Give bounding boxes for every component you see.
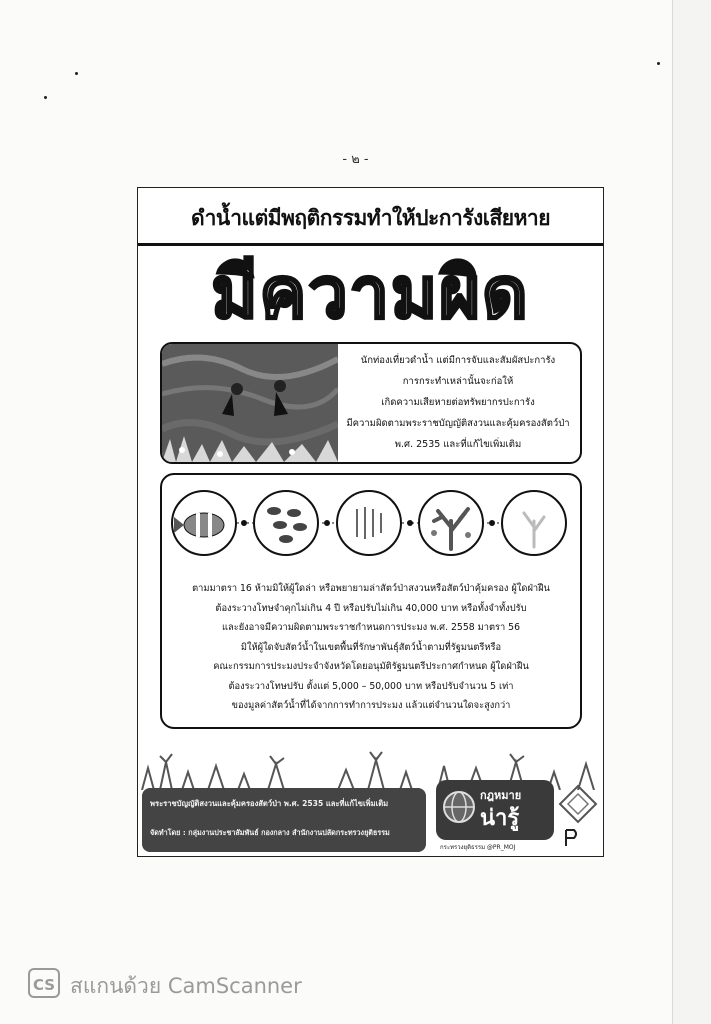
info-line: เกิดความเสียหายต่อทรัพยากรปะการัง (381, 397, 535, 408)
law-line: และยังอาจมีความผิดตามพระราชกำหนดการประมง พ.ศ. 2558 มาตรา 56 (222, 622, 520, 633)
brand-main-text: น่ารู้ (480, 806, 520, 831)
info-line: การกระทำเหล่านั้นจะก่อให้ (402, 376, 514, 387)
page-number: - ๒ - (342, 152, 369, 167)
law-line: ต้องระวางโทษปรับ ตั้งแต่ 5,000 – 50,000 บาท หรือปรับจำนวน 5 เท่า (228, 680, 514, 692)
brand-top-text: กฎหมาย (480, 789, 522, 802)
poster-headline: ดำน้ำแต่มีพฤติกรรมทำให้ปะการังเสียหาย (190, 206, 551, 230)
law-line: ต้องระวางโทษจำคุกไม่เกิน 4 ปี หรือปรับไม่เกิน 40,000 บาท หรือทั้งจำทั้งปรับ (215, 602, 527, 614)
awareness-poster (137, 187, 604, 857)
globe-icon (442, 790, 476, 824)
law-line: ตามมาตรา 16 ห้ามมิให้ผู้ใดล่า หรือพยายามล่าสัตว์ป่าสงวนหรือสัตว์ป่าคุ้มครอง ผู้ใดฝ่าฝืน (192, 583, 550, 594)
law-line: มิให้ผู้ใดจับสัตว์น้ำในเขตพื้นที่รักษาพันธุ์สัตว์น้ำตามที่รัฐมนตรีหรือ (240, 641, 502, 653)
info-line: พ.ศ. 2535 และที่แก้ไขเพิ่มเติม (394, 439, 522, 450)
dust-speck (75, 72, 78, 75)
info-line: มีความผิดตามพระราชบัญญัติสงวนและคุ้มครองสัตว์ป่า (346, 418, 570, 429)
law-text (168, 579, 574, 716)
diver-info-panel (160, 342, 582, 464)
clownfish-icon (172, 491, 236, 555)
ministry-emblem-icon (558, 784, 598, 848)
headline-rule (138, 243, 603, 246)
diver-coral-illustration (162, 344, 338, 462)
footer-credits (142, 788, 426, 852)
fish-bones-icon (337, 491, 401, 555)
law-line: คณะกรรมการประมงประจำจังหวัดโดยอนุมัติรัฐมนตรีประกาศกำหนด ผู้ใดฝ่าฝืน (213, 661, 529, 672)
footer-law-reference: พระราชบัญญัติสงวนและคุ้มครองสัตว์ป่า พ.ศ. 2535 และที่แก้ไขเพิ่มเติม (150, 799, 389, 808)
fish-school-icon (254, 491, 318, 555)
footer-publisher: จัดทำโดย : กลุ่มงานประชาสัมพันธ์ กองกลาง สำนักงานปลัดกระทรวงยุติธรรม (150, 828, 390, 837)
brand-badge (436, 780, 554, 840)
law-line: ของมูลค่าสัตว์น้ำที่ได้จากการทำการประมง แล้วแต่จำนวนใดจะสูงกว่า (231, 700, 511, 711)
diver-info-text (338, 350, 578, 455)
camscanner-logo-icon: CS (28, 968, 60, 998)
marine-life-circles (162, 487, 580, 559)
dust-speck (657, 62, 660, 65)
dust-speck (44, 96, 47, 99)
coral-icon (419, 491, 483, 555)
bleached-coral-icon (502, 491, 566, 555)
poster-big-title: มีความผิด (211, 252, 530, 334)
camscanner-watermark: สแกนด้วย CamScanner (70, 974, 302, 998)
info-line: นักท่องเที่ยวดำน้ำ แต่มีการจับและสัมผัสปะการัง (360, 355, 556, 366)
law-panel (160, 473, 582, 729)
social-handles: กระทรวงยุติธรรม @PR_MOJ (440, 844, 516, 851)
